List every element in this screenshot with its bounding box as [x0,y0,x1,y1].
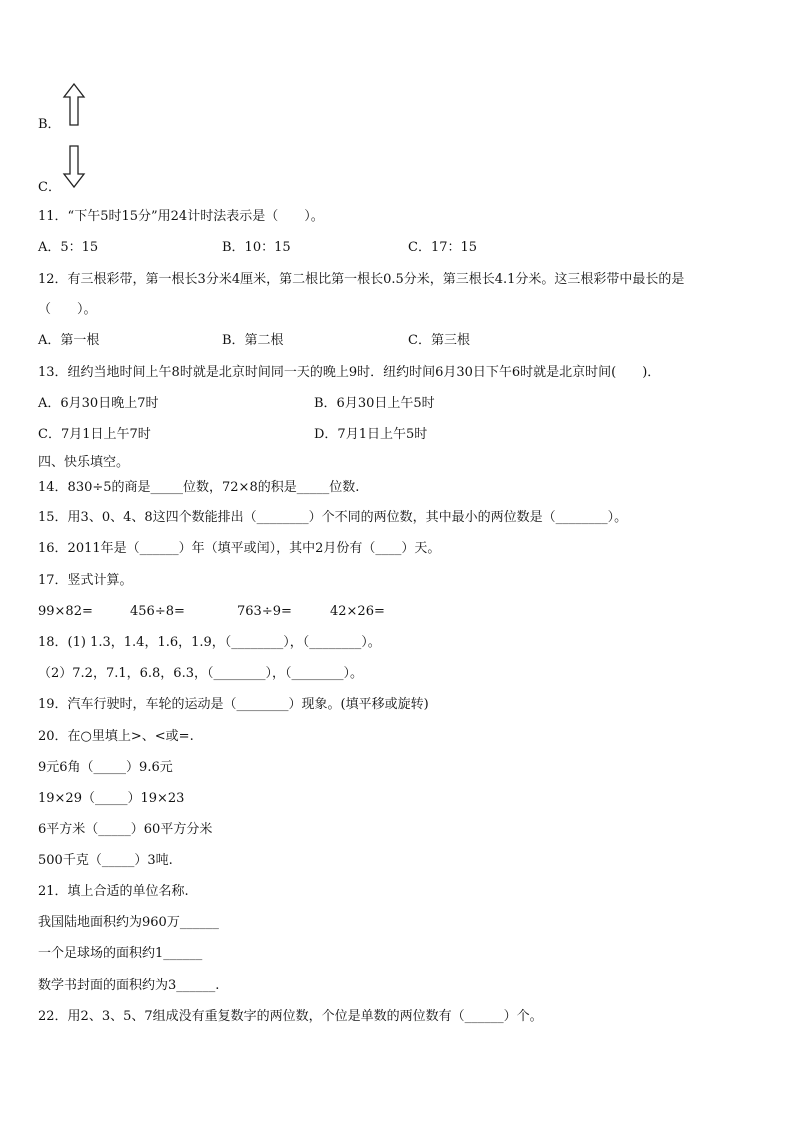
q17-expr-3: 763÷9= [237,604,292,619]
q20-line-2: 19×29（_____）19×23 [38,791,185,806]
question-12: 12．有三根彩带，第一根长3分米4厘米，第二根比第一根长0.5分米，第三根长4.1分米。这三根彩带中最长的是 [38,272,685,287]
question-19: 19．汽车行驶时，车轮的运动是（________）现象。(填平移或旋转) [38,697,429,712]
question-20: 20．在○里填上>、<或=. [38,729,194,744]
q12-option-b: B．第二根 [222,333,284,348]
q11-option-a: A．5：15 [38,240,99,255]
q17-expr-2: 456÷8= [130,604,185,619]
q11-option-b: B．10：15 [222,240,291,255]
question-12-cont: （ ）。 [38,302,97,317]
q11-option-c: C．17：15 [408,240,478,255]
q20-line-3: 6平方米（_____）60平方分米 [38,822,213,837]
q20-line-1: 9元6角（_____）9.6元 [38,760,173,775]
down-arrow-icon [62,145,86,189]
q13-option-b: B．6月30日上午5时 [314,396,435,411]
q21-line-2: 一个足球场的面积约1______ [38,946,203,961]
question-18-line2: （2）7.2，7.1，6.8，6.3，（________），（________）。 [38,666,363,681]
option-b-label: B． [38,117,61,132]
question-16: 16．2011年是（______）年（填平或闰），其中2月份有（____）天。 [38,541,441,556]
option-c-label: C． [38,180,61,195]
q17-expr-4: 42×26= [330,604,385,619]
q13-option-a: A．6月30日晚上7时 [38,396,159,411]
question-18-line1: 18．(1) 1.3，1.4，1.6，1.9，（________），（________）。 [38,635,381,650]
question-14: 14．830÷5的商是_____位数，72×8的积是_____位数. [38,480,360,495]
q13-option-d: D．7月1日上午5时 [314,427,428,442]
q17-expr-1: 99×82= [38,604,93,619]
up-arrow-icon [62,83,86,127]
q12-option-c: C．第三根 [408,333,470,348]
question-17: 17．竖式计算。 [38,573,133,588]
question-15: 15．用3、0、4、8这四个数能排出（________）个不同的两位数，其中最小的两位数是（________）。 [38,510,628,525]
q21-line-3: 数学书封面的面积约为3______. [38,978,220,993]
section-heading: 四、快乐填空。 [38,455,130,470]
question-21: 21．填上合适的单位名称. [38,884,189,899]
question-13: 13．纽约当地时间上午8时就是北京时间同一天的晚上9时．纽约时间6月30日下午6时就是北京时间( )． [38,365,661,380]
q12-option-a: A．第一根 [38,333,100,348]
question-11: 11．“下午5时15分”用24计时法表示是（ ）。 [38,209,324,224]
q13-option-c: C．7月1日上午7时 [38,427,151,442]
q21-line-1: 我国陆地面积约为960万______ [38,915,219,930]
question-22: 22．用2、3、5、7组成没有重复数字的两位数，个位是单数的两位数有（______）个。 [38,1009,543,1024]
q20-line-4: 500千克（_____）3吨. [38,853,173,868]
